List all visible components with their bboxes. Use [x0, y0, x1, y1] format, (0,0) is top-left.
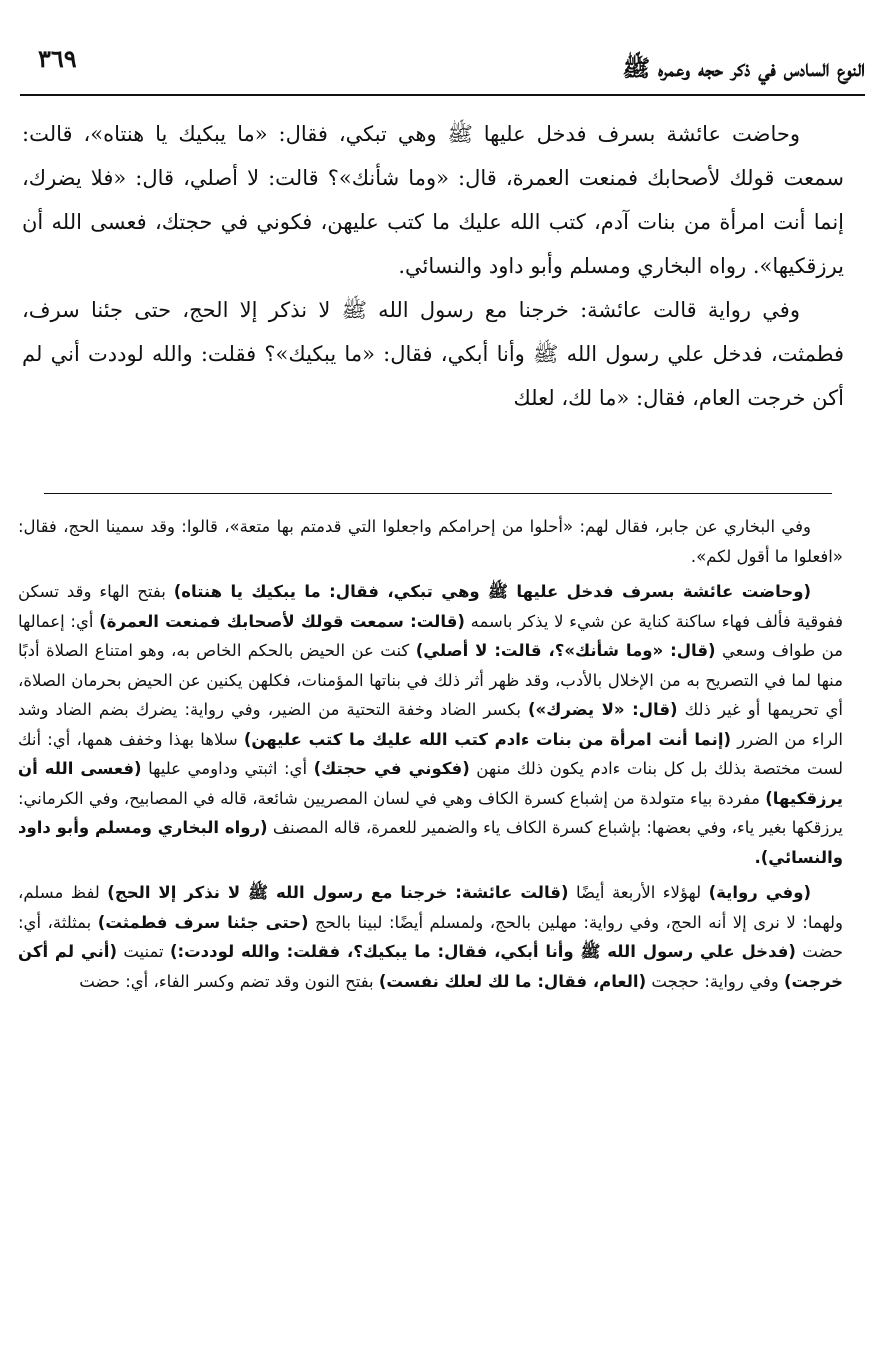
commentary-text: لفظ مسلم، ولهما: لا نرى إلا أنه الحج، وفي رواية: مهلين بالحج، ولمسلم أيضًا: لبينا بالحج [18, 883, 843, 932]
commentary-text: تمنيت [116, 942, 170, 961]
commentary [18, 512, 843, 996]
main-paragraph: وحاضت عائشة بسرف فدخل عليها ﷺ وهي تبكي، فقال: «ما يبكيك يا هنتاه»، قالت: سمعت قولك لأصحابك فمنعت العمرة، قال: «وما شأنك»؟ قالت: لا أصلي، قال: «فلا يضرك، إنما أنت امرأة من بنات آدم، كتب الله عليك ما كتب عليهن، فكوني في حجتك، فعسى الله أن يرزقكيها». رواه البخاري ومسلم وأبو داود والنسائي. [22, 122, 844, 278]
commentary-text: سلاها بهذا وخفف همها، أي: أنك لست مختصة بذلك بل كل بنات ءادم يكون ذلك منهن [18, 729, 843, 778]
quoted-hadith-text: (وفي رواية) [708, 883, 811, 902]
quoted-hadith-text: (حتى جئنا سرف فطمثت) [97, 912, 309, 932]
header-rule [20, 94, 865, 96]
main-text [22, 112, 844, 420]
commentary-paragraph [18, 577, 843, 872]
quoted-hadith-text: (فكوني في حجتك) [313, 759, 470, 778]
quoted-hadith-text: (رواه البخاري ومسلم وأبو داود والنسائي). [18, 818, 843, 867]
quoted-hadith-text: (فدخل علي رسول الله ﷺ وأنا أبكي، فقال: ما يبكيك؟، فقلت: والله لوددت:) [169, 942, 796, 961]
page-number: ٣٦٩ [38, 44, 77, 73]
page-header [20, 38, 865, 94]
quoted-hadith-text: (أني لم أكن خرجت) [18, 942, 843, 991]
commentary-text: أي: إعمالها من طواف وسعي [18, 611, 844, 660]
quoted-hadith-text: (قال: «وما شأنك»؟، قالت: لا أصلي) [415, 641, 716, 660]
running-head: النوع السادس في ذكر حجه وعمره ﷺ [622, 55, 865, 82]
quoted-hadith-text: (إنما أنت امرأة من بنات ءادم كتب الله عليك ما كتب عليهن) [243, 729, 732, 749]
commentary-paragraph: وفي البخاري عن جابر، فقال لهم: «أحلوا من إحرامكم واجعلوا التي قدمتم بها متعة»، قالوا: وقد سمينا الحج، فقال: «افعلوا ما أقول لكم». [18, 517, 843, 566]
quoted-hadith-text: (قالت: سمعت قولك لأصحابك فمنعت العمرة) [99, 611, 465, 631]
commentary-text: لهؤلاء الأربعة أيضًا [568, 883, 709, 902]
commentary-text: مفردة بياء متولدة من إشباع كسرة الكاف وهي في لسان المصريين شائعة، قاله في المصابيح، وفي الكرماني: يرزقكها بغير ياء، وفي بعضها: بإشباع كسرة الكاف ياء والضمير للعمرة، قاله المصنف [18, 788, 843, 837]
main-paragraph: وفي رواية قالت عائشة: خرجنا مع رسول الله ﷺ لا نذكر إلا الحج، حتى جئنا سرف، فطمثت، فدخل علي رسول الله ﷺ وأنا أبكي، فقال: «ما يبكيك»؟ فقلت: والله لوددت أني لم أكن خرجت العام، فقال: «ما لك، لعلك [22, 298, 844, 410]
commentary-text: كنت عن الحيض بالحكم الخاص به، وهو امتناع الصلاة أدبًا منها لما في التصريح به من الإخلال بالأدب، وقد ظهر أثر ذلك في بناتها المؤمنات، فكلهن يكنين عن الحيض بحرمان الصلاة، أي تحريمها أو غير ذلك [18, 641, 843, 719]
commentary-text: أي: اثبتي وداومي عليها [141, 759, 314, 778]
commentary-text: وفي رواية: حججت [646, 971, 784, 991]
commentary-text: بفتح الهاء وقد تسكن ففوقية فألف فهاء ساكنة كناية عن شيء لا يذكر باسمه [18, 582, 843, 631]
commentary-text: بفتح النون وقد تضم وكسر الفاء، أي: حضت [79, 971, 379, 991]
commentary-text: بمثلثة، أي: حضت [18, 912, 843, 961]
commentary-paragraph [18, 878, 843, 996]
quoted-hadith-text: (العام، فقال: ما لك لعلك نفست) [378, 971, 647, 991]
quoted-hadith-text: (فعسى الله أن يرزقكيها) [18, 759, 843, 808]
quoted-hadith-text: (وحاضت عائشة بسرف فدخل عليها ﷺ وهي تبكي، فقال: ما يبكيك يا هنتاه) [173, 582, 811, 601]
commentary-text: بكسر الضاد وخفة التحتية من الضير، وفي رواية: يضرك بضم الضاد وشد الراء من الضرر [18, 700, 844, 749]
quoted-hadith-text: (قال: «لا يضرك») [528, 700, 678, 719]
quoted-hadith-text: (قالت عائشة: خرجنا مع رسول الله ﷺ لا نذكر إلا الحج) [107, 883, 569, 902]
commentary-separator [44, 493, 832, 494]
